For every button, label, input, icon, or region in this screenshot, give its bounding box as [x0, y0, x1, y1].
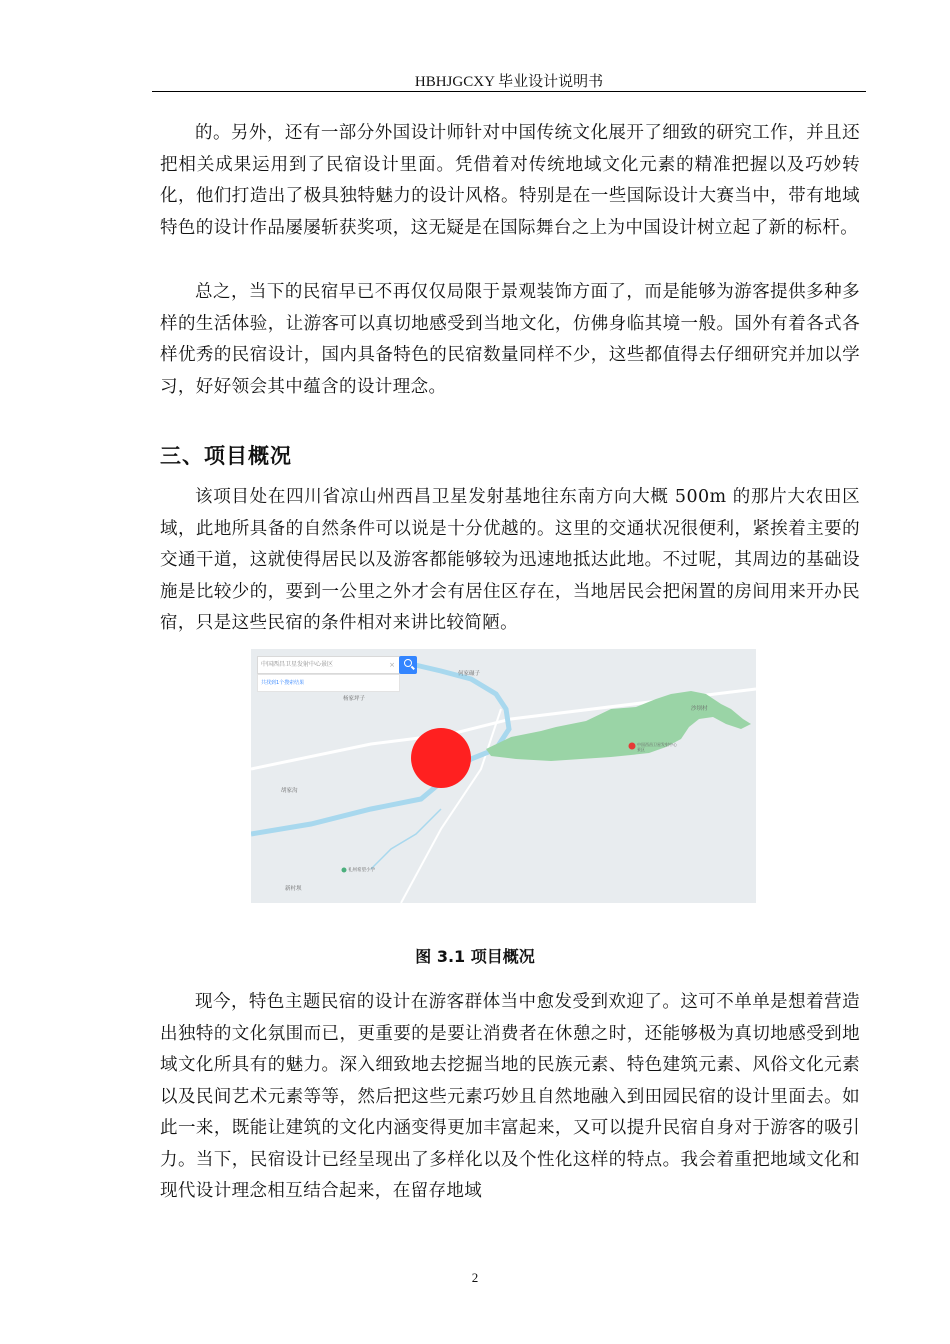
search-result-panel[interactable]: 共找到1个搜索结果: [257, 674, 400, 692]
figure-caption: 图 3.1 项目概况: [415, 947, 535, 966]
paragraph-4: 现今，特色主题民宿的设计在游客群体当中愈发受到欢迎了。这可不单单是想着营造出独特的文化氛围而已，更重要的是要让消费者在休憩之时，还能够极为真切地感受到地域文化所具有的魅力。深入细致地去挖掘当地的民族元素、特色建筑元素、风俗文化元素以及民间艺术元素等等，然后把这些元素巧妙且自然地融入到田园民宿的设计里面去。如此一来，既能让建筑的文化内涵变得更加丰富起来，又可以提升民宿自身对于游客的吸引力。当下，民宿设计已经呈现出了多样化以及个性化这样的特点。我会着重把地域文化和现代设计理念相互结合起来，在留存地域: [160, 992, 860, 1201]
search-icon: [404, 659, 412, 667]
scenic-area: [486, 691, 751, 761]
map-label: 中国西昌卫星发射中心景区: [637, 742, 677, 752]
paragraph-3: 该项目处在四川省凉山州西昌卫星发射基地往东南方向大概 500m 的那片大农田区域，此地所具备的自然条件可以说是十分优越的。这里的交通状况很便利，紧挨着主要的交通干道，这就使得居民以及游客都能够较为迅速地抵达此地。不过呢，其周边的基础设施是比较少的，要到一公里之外才会有居住区存在，当地居民会把闲置的房间用来开办民宿，只是这些民宿的条件相对来讲比较简陋。: [160, 487, 860, 633]
map-search-input[interactable]: [257, 656, 400, 674]
map-search-text: 中国西昌卫星发射中心景区: [261, 661, 334, 668]
river-branch: [371, 809, 441, 869]
map-label: 礼州希望小学: [348, 868, 375, 873]
map-label: 新村坝: [285, 886, 302, 892]
poi-pin: [629, 743, 636, 750]
map-figure: [251, 649, 756, 903]
clear-icon[interactable]: ×: [389, 661, 395, 669]
paragraph-2: 总之，当下的民宿早已不再仅仅局限于景观装饰方面了，而是能够为游客提供多种多样的生活体验，让游客可以真切地感受到当地文化，仿佛身临其境一般。国外有着各式各样优秀的民宿设计，国内具备特色的民宿数量同样不少，这些都值得去仔细研究并加以学习，好好领会其中蕴含的设计理念。: [160, 282, 860, 397]
map-search-button[interactable]: [399, 656, 417, 674]
header-rule: [152, 91, 866, 92]
page-number: 2: [471, 1270, 479, 1285]
header-title: HBHJGCXY 毕业设计说明书: [414, 74, 604, 90]
school-pin: [342, 868, 347, 873]
map-label: 杨家坪子: [343, 696, 366, 702]
project-site-marker: [411, 728, 471, 788]
map-label: 何家碾子: [458, 671, 481, 677]
map-label: 沙坝村: [691, 706, 708, 712]
paragraph-1: 的。另外，还有一部分外国设计师针对中国传统文化展开了细致的研究工作，并且还把相关成果运用到了民宿设计里面。凭借着对传统地域文化元素的精准把握以及巧妙转化，他们打造出了极具独特魅力的设计风格。特别是在一些国际设计大赛当中，带有地域特色的设计作品屡屡斩获奖项，这无疑是在国际舞台之上为中国设计树立起了新的标杆。: [160, 123, 860, 238]
map-label: 胡家沟: [281, 788, 298, 794]
section-title: 三、项目概况: [160, 444, 292, 468]
